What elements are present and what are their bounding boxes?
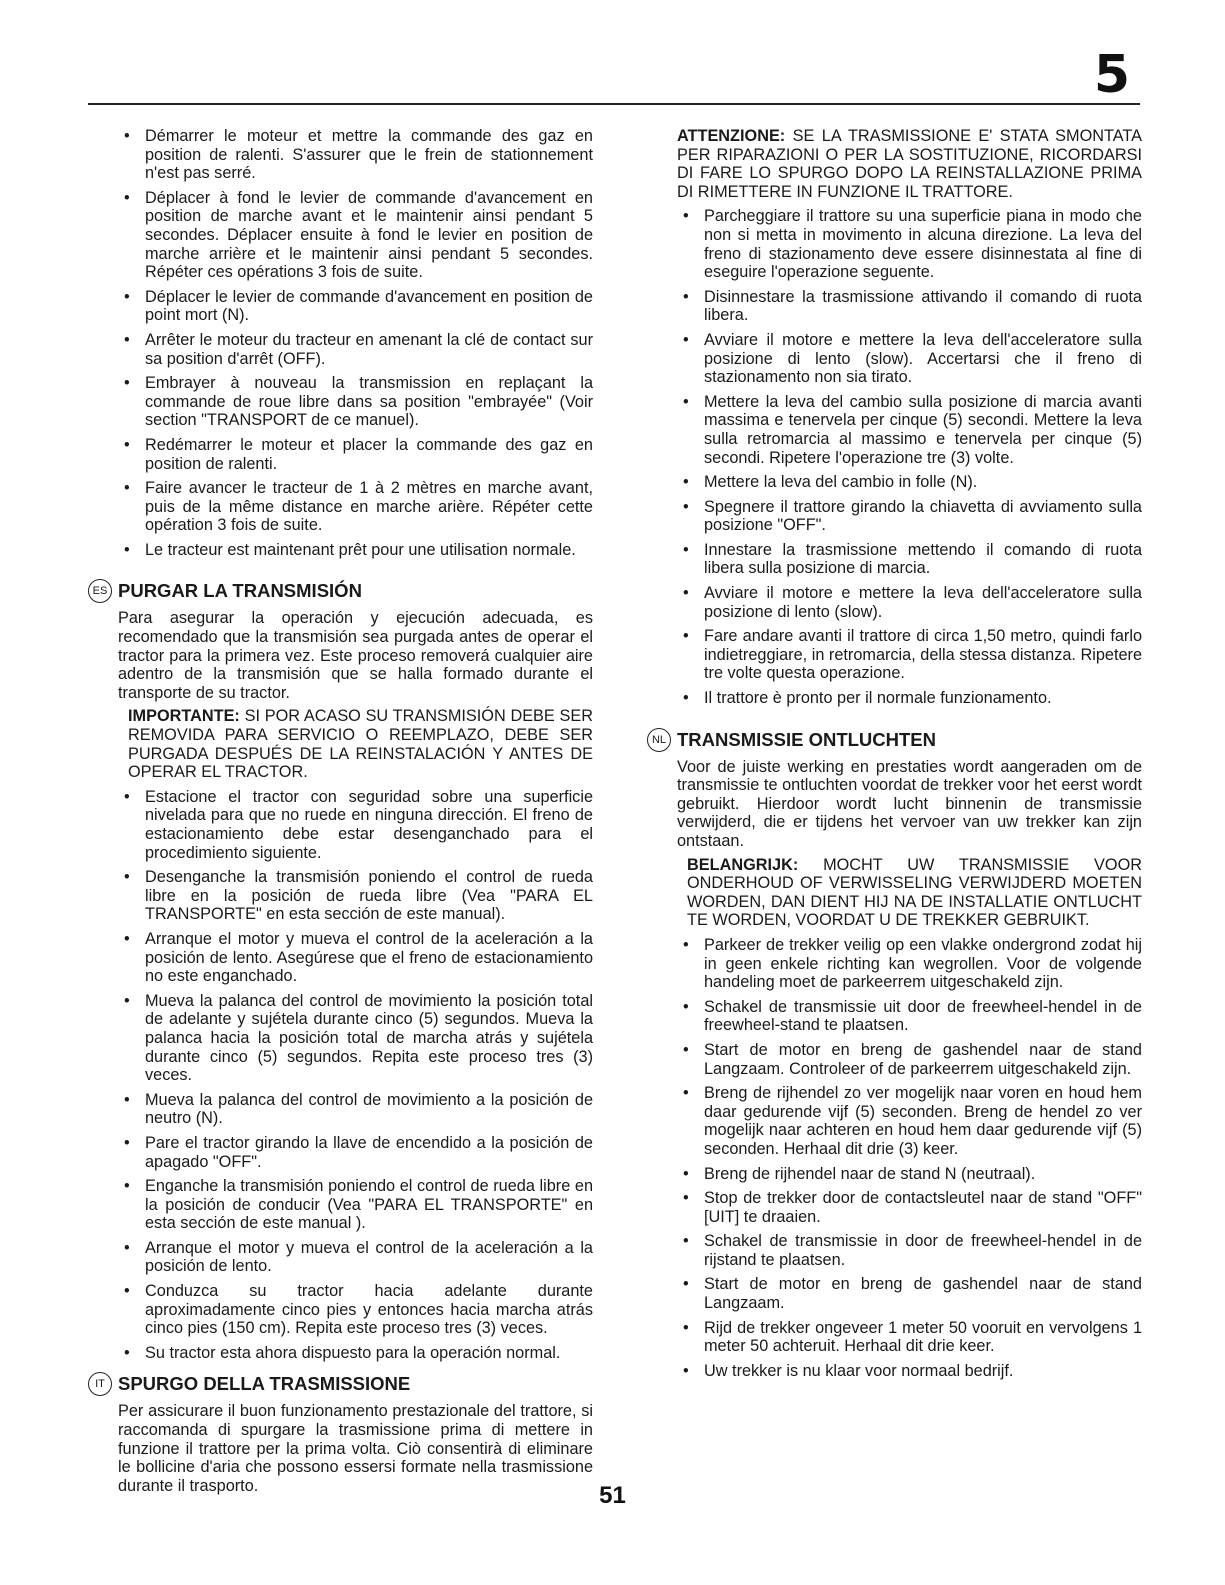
chapter-number: 5 [1093, 45, 1130, 105]
it-bullet-list [677, 207, 1142, 707]
nl-important-note [677, 856, 1142, 930]
list-item: • Schakel de transmissie in door de freewheel-hendel in de rijstand te plaatsen. [677, 1232, 1142, 1269]
list-item: • Su tractor esta ahora dispuesto para la operación normal. [118, 1344, 593, 1363]
section-heading: SPURGO DELLA TRASMISSIONE [118, 1373, 411, 1395]
list-item: • Déplacer le levier de commande d'avancement en position de point mort (N). [118, 288, 593, 325]
es-important-note [118, 707, 593, 781]
list-item: • Breng de rijhendel zo ver mogelijk naar voren en houd hem daar gedurende vijf (5) seconden. Breng de hendel zo ver mogelijk naar achteren en houd hem daar gedurende vijf (5) seconden. Herhaal dit drie (3) keer. [677, 1084, 1142, 1158]
it-intro-paragraph: Per assicurare il buon funzionamento prestazionale del trattore, si raccomanda di spurgare la trasmissione prima di mettere in funzione il trattore per la prima volta. Ciò consentirà di eliminare le bollicine d'aria che possono essersi formate nella trasmissione durante il trasporto. [118, 1402, 593, 1495]
list-item: • Stop de trekker door de contactsleutel naar de stand "OFF" [UIT] te draaien. [677, 1189, 1142, 1226]
language-badge-it: IT [88, 1372, 112, 1396]
list-item: • Parkeer de trekker veilig op een vlakke ondergrond zodat hij in geen enkele richting kan wegrollen. Voor de volgende handeling moet de parkeerrem uitgeschakeld zijn. [677, 936, 1142, 992]
list-item: • Arrêter le moteur du tracteur en amenant la clé de contact sur sa position d'arrêt (OFF). [118, 331, 593, 368]
es-bullet-list [118, 788, 593, 1363]
list-item: • Innestare la trasmissione mettendo il comando di ruota libera sulla posizione di marcia. [677, 541, 1142, 578]
es-intro-paragraph: Para asegurar la operación y ejecución adecuada, es recomendado que la transmisión sea purgada antes de operar el tractor para la primera vez. Este proceso removerá cualquier aire adentro de la transmisión que se halla formado durante el transporte de su tractor. [118, 609, 593, 702]
list-item: • Redémarrer le moteur et placer la commande des gaz en position de ralenti. [118, 436, 593, 473]
left-column [92, 127, 593, 1500]
header-rule [88, 103, 1140, 105]
nl-intro-paragraph: Voor de juiste werking en prestaties wordt aangeraden om de transmissie te ontluchten voordat de trekker voor het eerst wordt gebruikt. Hierdoor wordt lucht binnenin de transmissie verwijderd, die er tijdens het vervoer van uw trekker kan zijn ontstaan. [677, 757, 1142, 850]
list-item: • Uw trekker is nu klaar voor normaal bedrijf. [677, 1362, 1142, 1381]
list-item: • Start de motor en breng de gashendel naar de stand Langzaam. [677, 1275, 1142, 1312]
nl-bullet-list [677, 936, 1142, 1380]
important-text: MOCHT UW TRANSMISSIE VOOR ONDERHOUD OF VERWISSELING VERWIJDERD MOETEN WORDEN, DAN DIENT HIJ NA DE INSTALLATIE ONTLUCHT TE WORDEN, VOORDAT U DE TREKKER GEBRUIKT. [687, 855, 1142, 930]
list-item: • Faire avancer le tracteur de 1 à 2 mètres en marche avant, puis de la même distance en marche arière. Répéter cette opération 3 fois de suite. [118, 479, 593, 535]
list-item: • Arranque el motor y mueva el control de la aceleración a la posición de lento. [118, 1239, 593, 1276]
list-item: • Fare andare avanti il trattore di circa 1,50 metro, quindi farlo indietreggiare, in retromarcia, della stessa distanza. Ripetere tre volte questa operazione. [677, 627, 1142, 683]
list-item: • Mettere la leva del cambio sulla posizione di marcia avanti massima e tenervela per cinque (5) secondi. Mettere la leva sulla retromarcia al massimo e tenervela per cinque (5) secondi. Ripetere l'operazione tre (3) volte. [677, 393, 1142, 467]
list-item: • Spegnere il trattore girando la chiavetta di avviamento sulla posizione "OFF". [677, 498, 1142, 535]
es-section-title [92, 579, 593, 603]
list-item: • Mueva la palanca del control de movimiento a la posición de neutro (N). [118, 1091, 593, 1128]
list-item: • Il trattore è pronto per il normale funzionamento. [677, 689, 1142, 708]
right-column [651, 127, 1143, 1386]
important-label: IMPORTANTE: [128, 707, 240, 726]
it-attention-note [677, 127, 1142, 201]
list-item: • Arranque el motor y mueva el control de la aceleración a la posición de lento. Asegúrese que el freno de estacionamiento no este enganchado. [118, 930, 593, 986]
attention-text: SE LA TRASMISSIONE E' STATA SMONTATA PER RIPARAZIONI O PER LA SOSTITUZIONE, RICORDARSI DI FARE LO SPURGO DOPO LA REINSTALLAZIONE PRIMA DI RIMETTERE IN FUNZIONE IL TRATTORE. [677, 127, 1142, 201]
section-heading: TRANSMISSIE ONTLUCHTEN [677, 728, 936, 750]
list-item: • Conduzca su tractor hacia adelante durante aproximadamente cinco pies y entonces hacia marcha atrás cinco pies (150 cm). Repita este proceso tres (3) veces. [118, 1282, 593, 1338]
list-item: • Parcheggiare il trattore su una superficie piana in modo che non si metta in movimento in alcuna direzione. La leva del freno di stazionamento deve essere disinnestata al fine di eseguire l'operazione seguente. [677, 207, 1142, 281]
list-item: • Pare el tractor girando la llave de encendido a la posición de apagado "OFF". [118, 1134, 593, 1171]
it-section-title [95, 1372, 593, 1396]
list-item: • Start de motor en breng de gashendel naar de stand Langzaam. Controleer of de parkeerrem uitgeschakeld zijn. [677, 1041, 1142, 1078]
list-item: • Disinnestare la trasmissione attivando il comando di ruota libera. [677, 288, 1142, 325]
nl-section-title [651, 728, 1142, 752]
list-item: • Mueva la palanca del control de movimiento la posición total de adelante y sujétela durante cinco (5) segundos. Mueva la palanca hacia la posición total de marcha atrás y sujétela durante cinco (5) segundos. Repita este proceso tres (3) veces. [118, 992, 593, 1085]
attention-label: ATTENZIONE: [677, 127, 786, 145]
list-item: • Embrayer à nouveau la transmission en replaçant la commande de roue libre dans sa position "embrayée" (Voir section "TRANSPORT de ce manuel). [118, 374, 593, 430]
list-item: • Mettere la leva del cambio in folle (N). [677, 473, 1142, 492]
list-item: • Desenganche la transmisión poniendo el control de rueda libre en la posición de rueda libre (Vea "PARA EL TRANSPORTE" en esta sección de este manual). [118, 868, 593, 924]
important-text: SI POR ACASO SU TRANSMISIÓN DEBE SER REMOVIDA PARA SERVICIO O REEMPLAZO, DEBE SER PURGADA DESPUÉS DE LA REINSTALACIÓN Y ANTES DE OPERAR EL TRACTOR. [128, 707, 593, 782]
language-badge-nl: NL [647, 728, 671, 752]
list-item: • Déplacer à fond le levier de commande d'avancement en position de marche avant et le maintenir ainsi pendant 5 secondes. Déplacer ensuite à fond le levier en position de marche arrière et le maintenir ainsi pendant 5 secondes. Répéter ces opérations 3 fois de suite. [118, 189, 593, 282]
list-item: • Enganche la transmisión poniendo el control de rueda libre en la posición de conducir (Vea "PARA EL TRANSPORTE" en esta sección de este manual ). [118, 1177, 593, 1233]
list-item: • Démarrer le moteur et mettre la commande des gaz en position de ralenti. S'assurer que le frein de stationnement n'est pas serré. [118, 127, 593, 183]
page-number: 51 [599, 1482, 626, 1509]
list-item: • Breng de rijhendel naar de stand N (neutraal). [677, 1165, 1142, 1184]
list-item: • Le tracteur est maintenant prêt pour une utilisation normale. [118, 541, 593, 560]
list-item: • Rijd de trekker ongeveer 1 meter 50 vooruit en vervolgens 1 meter 50 achteruit. Herhaal dit drie keer. [677, 1319, 1142, 1356]
list-item: • Estacione el tractor con seguridad sobre una superficie nivelada para que no ruede en ninguna dirección. El freno de estacionamiento debe estar desenganchado para el procedimiento siguiente. [118, 788, 593, 862]
section-heading: PURGAR LA TRANSMISIÓN [118, 580, 362, 602]
fr-bullet-list [118, 127, 593, 559]
language-badge-es: ES [88, 579, 112, 603]
list-item: • Avviare il motore e mettere la leva dell'acceleratore sulla posizione di lento (slow). [677, 584, 1142, 621]
list-item: • Avviare il motore e mettere la leva dell'acceleratore sulla posizione di lento (slow). Accertarsi che il freno di stazionamento non sia tirato. [677, 331, 1142, 387]
important-label: BELANGRIJK: [687, 855, 799, 874]
list-item: • Schakel de transmissie uit door de freewheel-hendel in de freewheel-stand te plaatsen. [677, 998, 1142, 1035]
